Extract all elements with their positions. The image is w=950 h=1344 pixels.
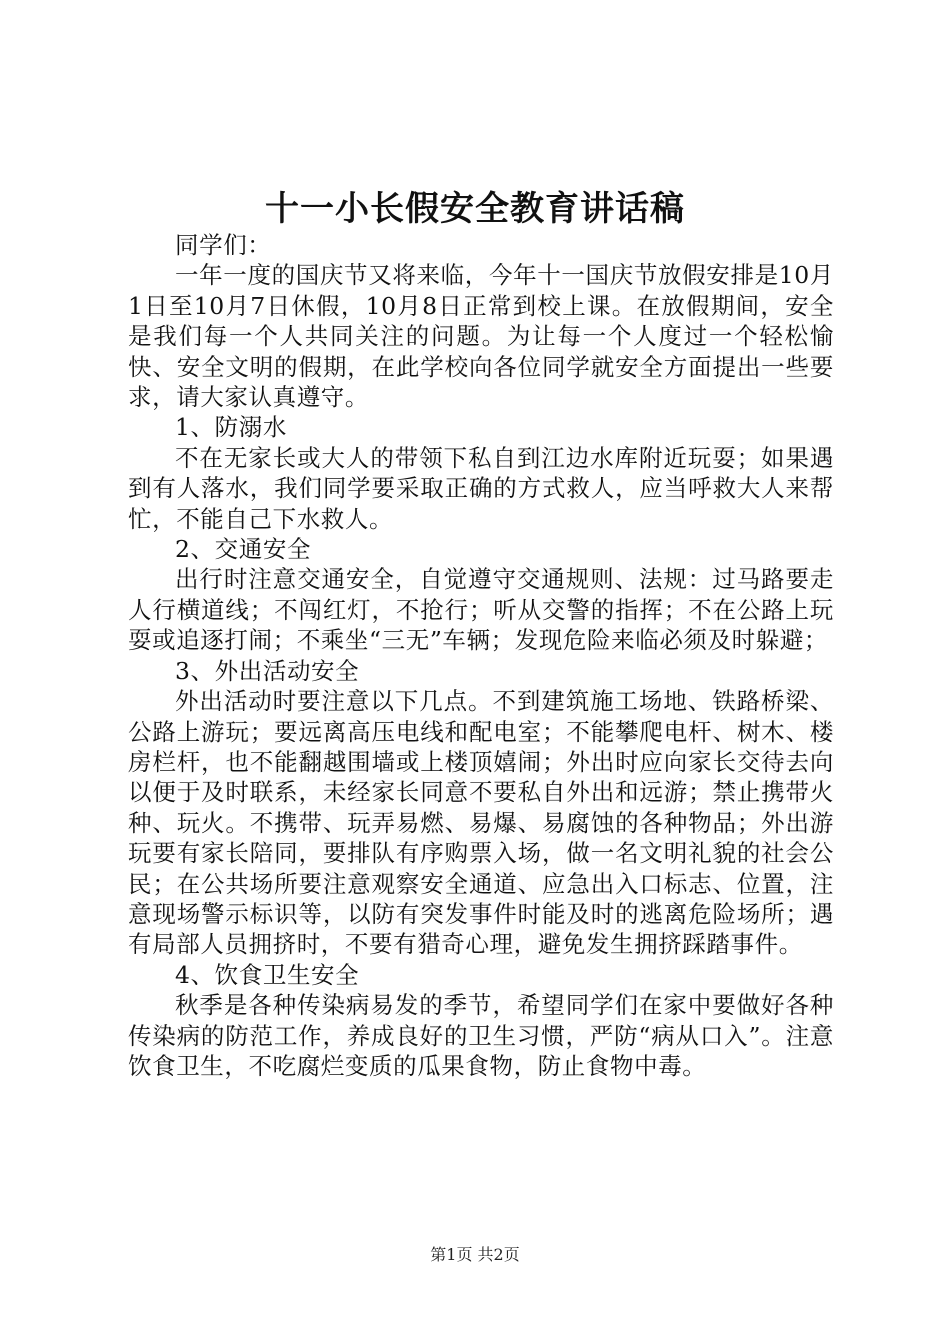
section-heading-traffic: 2、交通安全 — [175, 535, 312, 564]
document-body — [128, 230, 834, 1081]
salutation: 同学们： — [175, 231, 272, 259]
section-text-drowning: 不在无家长或大人的带领下私自到江边水库附近玩耍；如果遇到有人落水，我们同学要采取正确的方式救人，应当呼救大人来帮忙，不能自己下水救人。 — [128, 443, 834, 533]
section-text-traffic: 出行时注意交通安全，自觉遵守交通规则、法规：过马路要走人行横道线；不闯红灯，不抢行；听从交警的指挥；不在公路上玩耍或追逐打闹；不乘坐“三无”车辆；发现危险来临必须及时躲避； — [128, 565, 834, 655]
intro-paragraph: 一年一度的国庆节又将来临，今年十一国庆节放假安排是10月1日至10月7日休假，10月8日正常到校上课。在放假期间，安全是我们每一个人共同关注的问题。为让每一个人度过一个轻松愉快、安全文明的假期，在此学校向各位同学就安全方面提出一些要求，请大家认真遵守。 — [128, 261, 834, 412]
section-text-food: 秋季是各种传染病易发的季节，希望同学们在家中要做好各种传染病的防范工作，养成良好的卫生习惯，严防“病从口入”。注意饮食卫生，不吃腐烂变质的瓜果食物，防止食物中毒。 — [128, 991, 834, 1080]
section-heading-outdoor: 3、外出活动安全 — [175, 656, 360, 685]
document-title: 十一小长假安全教育讲话稿 — [265, 189, 685, 229]
section-heading-food: 4、饮食卫生安全 — [175, 960, 360, 989]
section-heading-drowning: 1、防溺水 — [175, 413, 287, 442]
section-text-outdoor: 外出活动时要注意以下几点。不到建筑施工场地、铁路桥梁、公路上游玩；要远离高压电线和配电室；不能攀爬电杆、树木、楼房栏杆，也不能翻越围墙或上楼顶嬉闹；外出时应向家长交待去向以便于及时联系，未经家长同意不要私自外出和远游；禁止携带火种、玩火。不携带、玩弄易燃、易爆、易腐蚀的各种物品；外出游玩要有家长陪同，要排队有序购票入场，做一名文明礼貌的社会公民；在公共场所要注意观察安全通道、应急出入口标志、位置，注意现场警示标识等，以防有突发事件时能及时的逃离危险场所；遇有局部人员拥挤时，不要有猎奇心理，避免发生拥挤踩踏事件。 — [128, 687, 834, 959]
page-footer: 第1页 共2页 — [430, 1245, 520, 1264]
